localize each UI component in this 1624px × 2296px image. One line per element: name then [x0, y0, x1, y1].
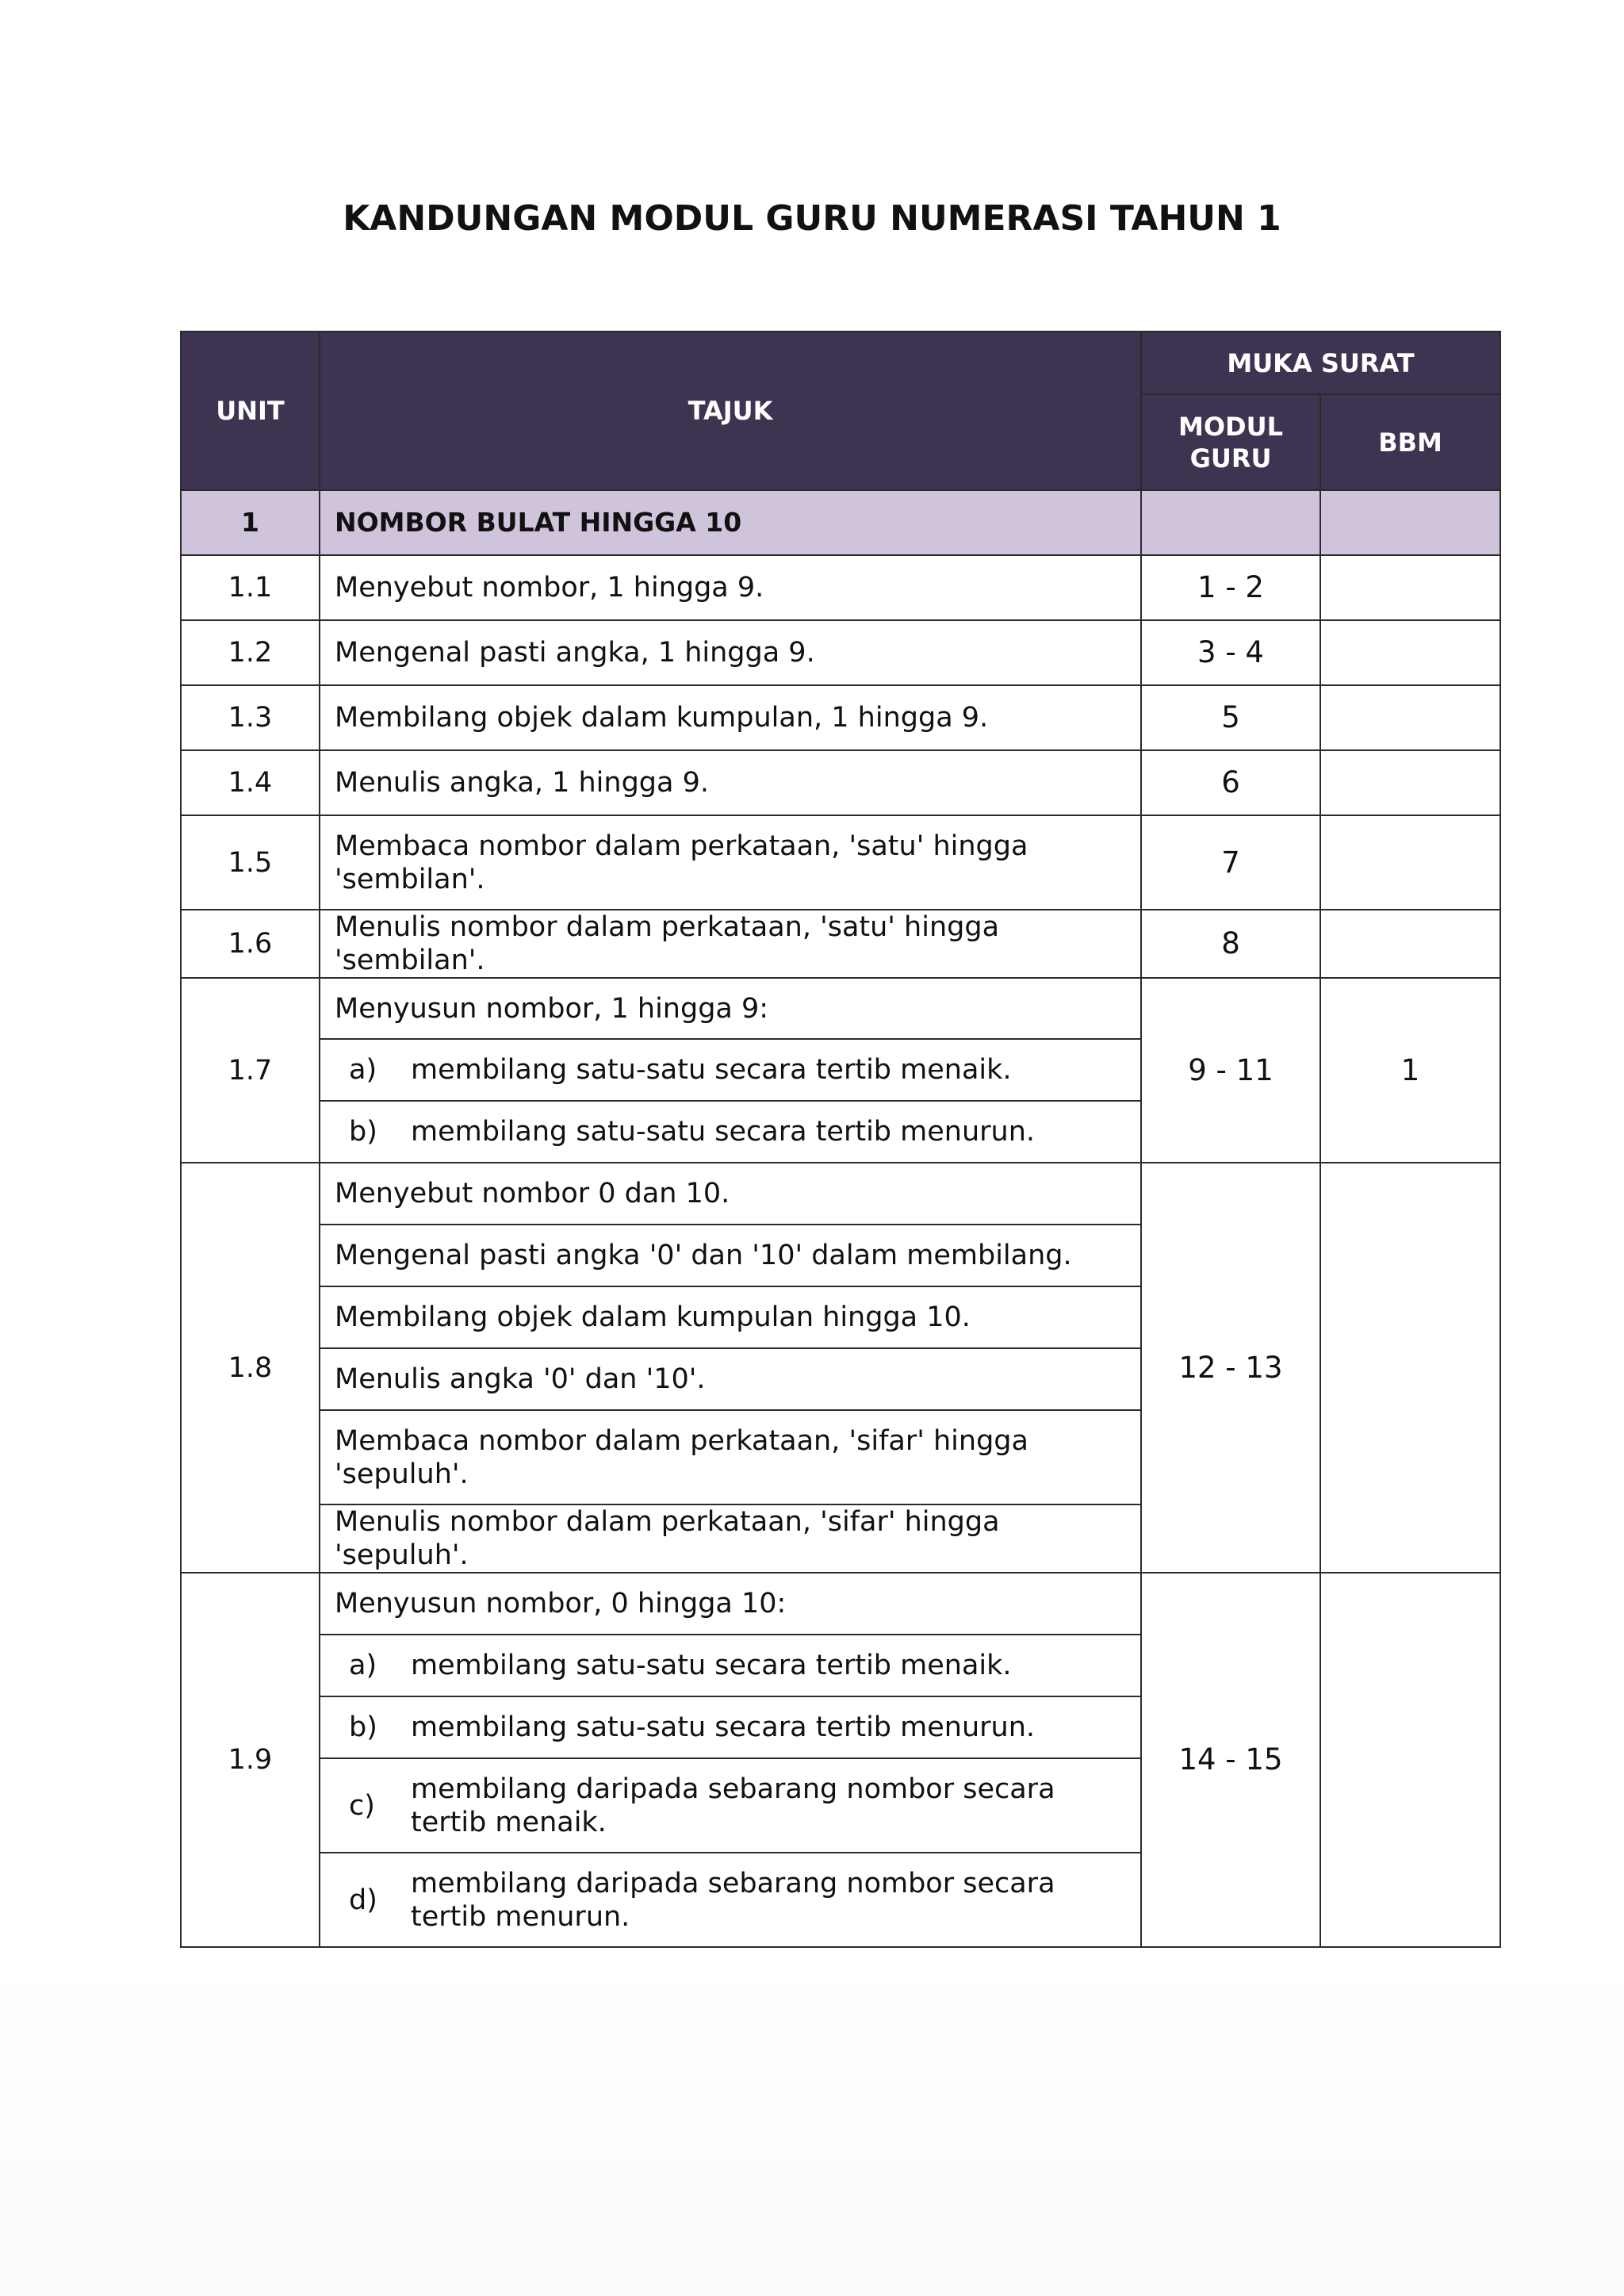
table-row	[181, 750, 1500, 815]
bbm-cell	[1320, 1573, 1500, 1947]
bbm-cell	[1320, 685, 1500, 750]
page-background	[0, 1951, 1624, 2296]
sub-letter: b)	[349, 1711, 377, 1743]
contents-table	[180, 331, 1501, 1948]
table-row	[181, 555, 1500, 620]
sub-text: membilang satu-satu secara tertib menaik.	[411, 1054, 1012, 1086]
section-page-cell	[1141, 490, 1320, 555]
bbm-cell: 1	[1320, 978, 1500, 1163]
sub-letter: b)	[349, 1116, 377, 1148]
bbm-cell	[1320, 815, 1500, 910]
topic-cell: Menyusun nombor, 1 hingga 9:	[320, 978, 1141, 1039]
header-modul-guru: MODUL GURU	[1141, 394, 1320, 490]
topic-cell: Membilang objek dalam kumpulan hingga 10.	[320, 1286, 1141, 1348]
sub-text: membilang satu-satu secara tertib menurun.	[411, 1116, 1036, 1148]
page-cell: 6	[1141, 750, 1320, 815]
topic-cell: Menyebut nombor 0 dan 10.	[320, 1163, 1141, 1225]
header-row-top	[181, 332, 1500, 394]
topic-cell: Menulis nombor dalam perkataan, 'sifar' hingga 'sepuluh'.	[320, 1504, 1141, 1573]
table-row	[181, 910, 1500, 978]
topic-cell: Mengenal pasti angka, 1 hingga 9.	[320, 620, 1141, 685]
bbm-cell	[1320, 750, 1500, 815]
sub-text: membilang daripada sebarang nombor secara tertib menurun.	[411, 1867, 1055, 1933]
unit-cell: 1.6	[181, 910, 320, 978]
bbm-cell	[1320, 910, 1500, 978]
topic-cell: Membilang objek dalam kumpulan, 1 hingga 9.	[320, 685, 1141, 750]
sub-topic-cell	[320, 1101, 1141, 1163]
sub-text: membilang satu-satu secara tertib menurun.	[411, 1711, 1036, 1743]
bbm-cell	[1320, 555, 1500, 620]
section-bbm-cell	[1320, 490, 1500, 555]
unit-cell: 1.5	[181, 815, 320, 910]
table-row	[181, 815, 1500, 910]
page-title: KANDUNGAN MODUL GURU NUMERASI TAHUN 1	[343, 198, 1281, 239]
page-cell: 5	[1141, 685, 1320, 750]
unit-cell: 1.1	[181, 555, 320, 620]
page-cell: 3 - 4	[1141, 620, 1320, 685]
unit-cell: 1.8	[181, 1163, 320, 1573]
unit-cell: 1.4	[181, 750, 320, 815]
table-row	[181, 1163, 1500, 1225]
table-row	[181, 1573, 1500, 1635]
topic-cell: Menyebut nombor, 1 hingga 9.	[320, 555, 1141, 620]
unit-cell: 1.7	[181, 978, 320, 1163]
topic-cell: Membaca nombor dalam perkataan, 'satu' hingga 'sembilan'.	[320, 815, 1141, 910]
bbm-cell	[1320, 620, 1500, 685]
sub-letter: c)	[349, 1789, 375, 1822]
unit-cell: 1.9	[181, 1573, 320, 1947]
section-row	[181, 490, 1500, 555]
bbm-cell	[1320, 1163, 1500, 1573]
topic-cell: Menulis angka, 1 hingga 9.	[320, 750, 1141, 815]
sub-text: membilang daripada sebarang nombor secara tertib menaik.	[411, 1773, 1055, 1838]
sub-letter: a)	[349, 1650, 377, 1681]
sub-topic-cell	[320, 1758, 1141, 1853]
topic-cell: Menulis nombor dalam perkataan, 'satu' hingga 'sembilan'.	[320, 910, 1141, 978]
page-cell: 1 - 2	[1141, 555, 1320, 620]
unit-cell: 1.3	[181, 685, 320, 750]
page-cell: 14 - 15	[1141, 1573, 1320, 1947]
sub-text: membilang satu-satu secara tertib menaik.	[411, 1650, 1012, 1681]
header-tajuk: TAJUK	[320, 332, 1141, 490]
page-cell: 9 - 11	[1141, 978, 1320, 1163]
header-unit: UNIT	[181, 332, 320, 490]
topic-cell: Membaca nombor dalam perkataan, 'sifar' hingga 'sepuluh'.	[320, 1410, 1141, 1504]
topic-cell: Menulis angka '0' dan '10'.	[320, 1348, 1141, 1410]
sub-topic-cell	[320, 1853, 1141, 1947]
unit-cell: 1.2	[181, 620, 320, 685]
section-title: NOMBOR BULAT HINGGA 10	[320, 490, 1141, 555]
page-cell: 12 - 13	[1141, 1163, 1320, 1573]
topic-cell: Menyusun nombor, 0 hingga 10:	[320, 1573, 1141, 1635]
sub-topic-cell	[320, 1696, 1141, 1758]
table-row	[181, 685, 1500, 750]
sub-letter: d)	[349, 1884, 377, 1916]
section-unit: 1	[181, 490, 320, 555]
table-row	[181, 620, 1500, 685]
header-muka-surat: MUKA SURAT	[1141, 332, 1500, 394]
header-bbm: BBM	[1320, 394, 1500, 490]
page-cell: 8	[1141, 910, 1320, 978]
sub-letter: a)	[349, 1054, 377, 1086]
page-cell: 7	[1141, 815, 1320, 910]
sub-topic-cell	[320, 1635, 1141, 1696]
sub-topic-cell	[320, 1039, 1141, 1101]
table-row	[181, 978, 1500, 1039]
topic-cell: Mengenal pasti angka '0' dan '10' dalam membilang.	[320, 1225, 1141, 1286]
